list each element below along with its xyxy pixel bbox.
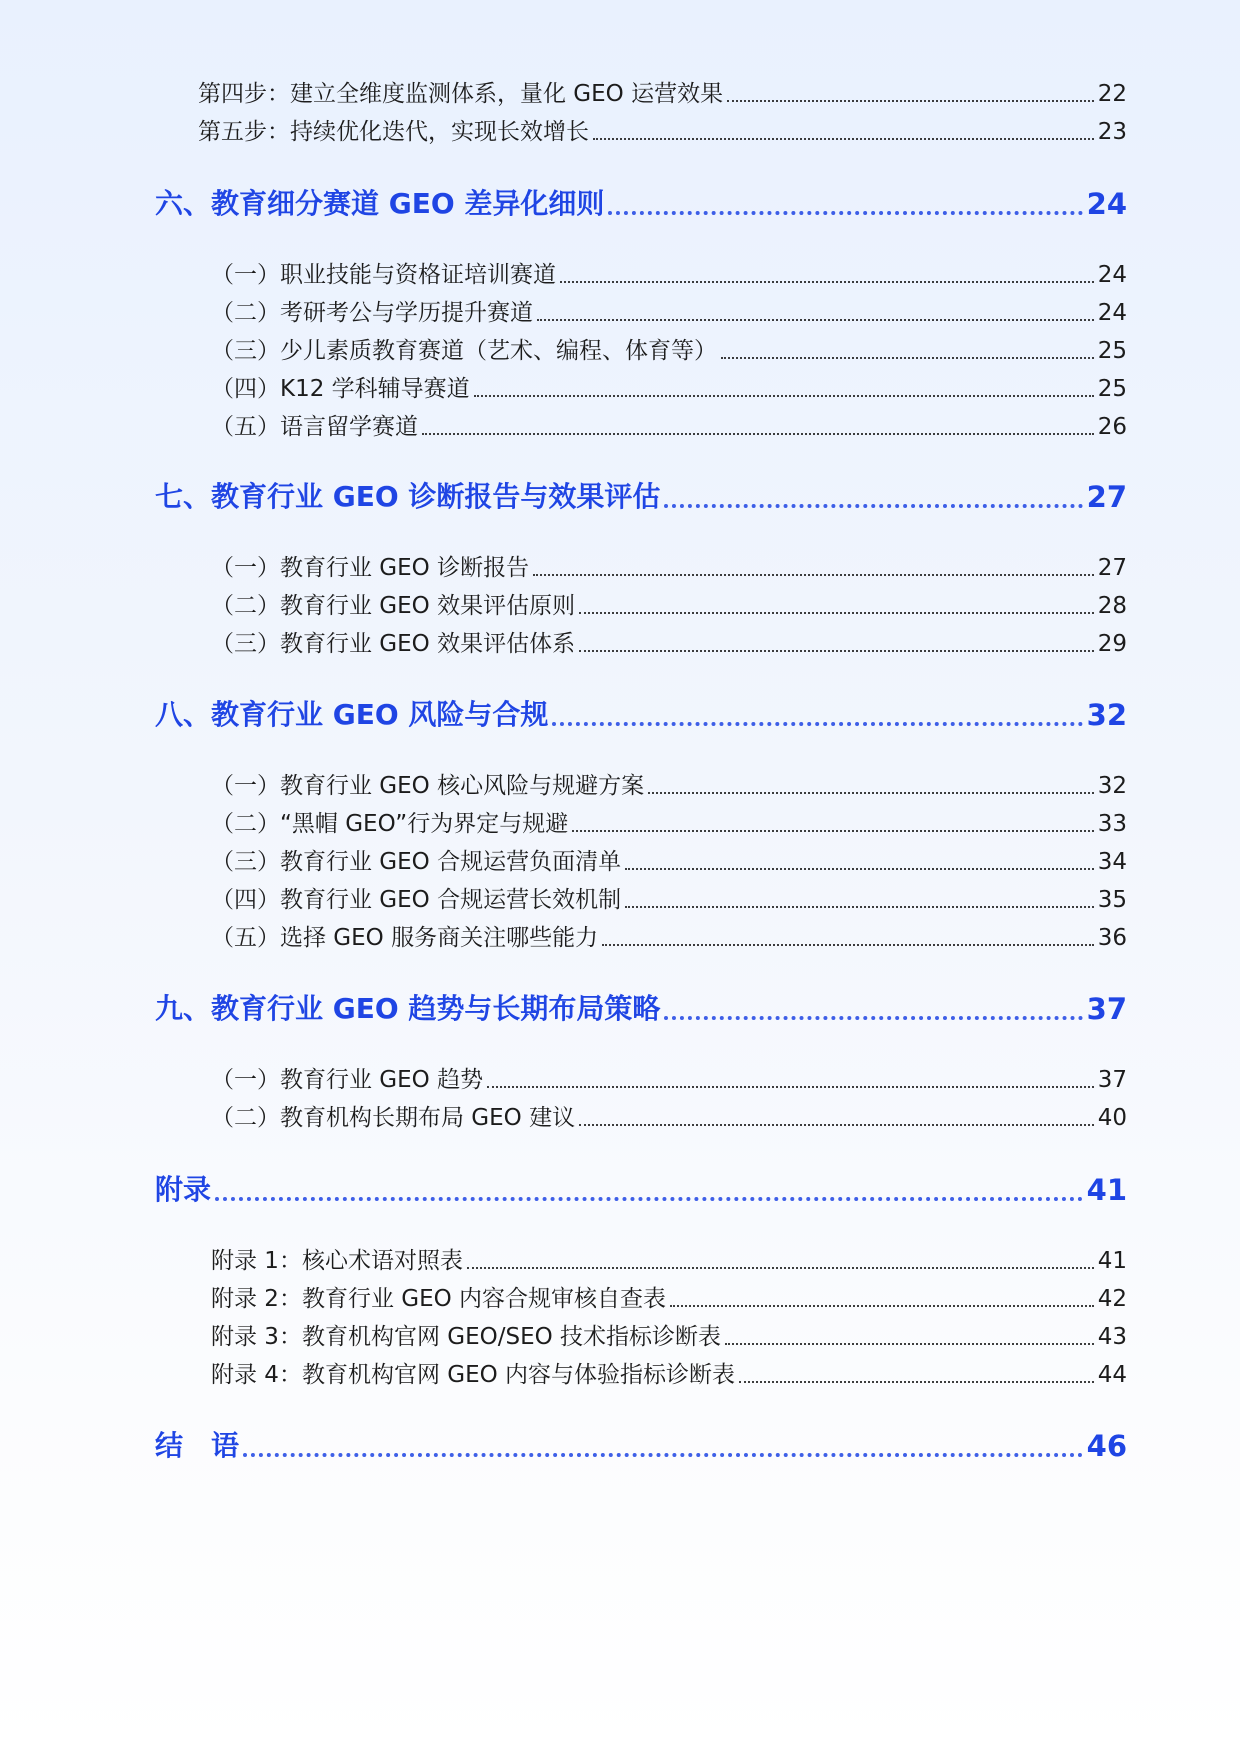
toc-entry-label: 附录 1：核心术语对照表 bbox=[211, 1248, 463, 1274]
toc-page-number: 41 bbox=[1097, 1248, 1127, 1274]
toc-entry[interactable] bbox=[211, 298, 1127, 328]
dot-leader bbox=[422, 433, 1094, 435]
toc-chapter-8[interactable] bbox=[155, 697, 1127, 733]
dot-leader bbox=[670, 1305, 1094, 1307]
dot-leader bbox=[533, 574, 1094, 576]
dot-leader bbox=[725, 1343, 1094, 1345]
toc-entry[interactable] bbox=[211, 1322, 1127, 1352]
toc-entry[interactable] bbox=[211, 847, 1127, 877]
toc-chapter-9[interactable] bbox=[155, 991, 1127, 1027]
dot-leader bbox=[467, 1267, 1094, 1269]
toc-entry-label: （二）“黑帽 GEO”行为界定与规避 bbox=[211, 811, 569, 837]
toc-page-number: 32 bbox=[1097, 773, 1127, 799]
toc-entry-step5[interactable] bbox=[198, 117, 1127, 147]
toc-entry[interactable] bbox=[211, 260, 1127, 290]
toc-entry-label: （二）教育机构长期布局 GEO 建议 bbox=[211, 1105, 576, 1131]
toc-entry-label: 附录 2：教育行业 GEO 内容合规审核自查表 bbox=[211, 1286, 667, 1312]
toc-entry-label: （三）教育行业 GEO 效果评估体系 bbox=[211, 631, 576, 657]
dot-leader bbox=[579, 650, 1094, 652]
dot-leader bbox=[648, 792, 1094, 794]
toc-entry-label: （五）选择 GEO 服务商关注哪些能力 bbox=[211, 925, 599, 951]
toc-entry-label: （四）K12 学科辅导赛道 bbox=[211, 376, 470, 402]
toc-entry[interactable] bbox=[211, 591, 1127, 621]
toc-entry[interactable] bbox=[211, 1103, 1127, 1133]
toc-chapter-6[interactable] bbox=[155, 186, 1127, 222]
toc-entry[interactable] bbox=[211, 374, 1127, 404]
toc-entry-label: 第四步：建立全维度监测体系，量化 GEO 运营效果 bbox=[198, 81, 724, 107]
dot-leader bbox=[579, 1124, 1094, 1126]
toc-page-number: 24 bbox=[1086, 187, 1127, 221]
dot-leader bbox=[243, 1453, 1083, 1457]
toc-page-number: 26 bbox=[1097, 414, 1127, 440]
toc-entry-label: （五）语言留学赛道 bbox=[211, 414, 418, 440]
dot-leader bbox=[215, 1197, 1083, 1201]
dot-leader bbox=[727, 100, 1094, 102]
dot-leader bbox=[608, 211, 1082, 215]
toc-entry[interactable] bbox=[211, 885, 1127, 915]
toc-page-number: 43 bbox=[1097, 1324, 1127, 1350]
toc-page-number: 29 bbox=[1097, 631, 1127, 657]
toc-entry-label: （一）教育行业 GEO 核心风险与规避方案 bbox=[211, 773, 645, 799]
dot-leader bbox=[625, 868, 1094, 870]
toc-page-number: 25 bbox=[1097, 338, 1127, 364]
toc-entry[interactable] bbox=[211, 629, 1127, 659]
toc-page-number: 27 bbox=[1097, 555, 1127, 581]
dot-leader bbox=[664, 504, 1082, 508]
toc-page-number: 37 bbox=[1097, 1067, 1127, 1093]
toc-page-number: 40 bbox=[1097, 1105, 1127, 1131]
toc-page-number: 23 bbox=[1097, 119, 1127, 145]
toc-entry-label: 第五步：持续优化迭代，实现长效增长 bbox=[198, 119, 589, 145]
toc-entry-step4[interactable] bbox=[198, 79, 1127, 109]
toc-page-number: 42 bbox=[1097, 1286, 1127, 1312]
toc-entry-label: （二）考研考公与学历提升赛道 bbox=[211, 300, 533, 326]
dot-leader bbox=[572, 830, 1094, 832]
dot-leader bbox=[721, 357, 1094, 359]
toc-page-number: 44 bbox=[1097, 1362, 1127, 1388]
toc-page-number: 32 bbox=[1086, 698, 1127, 732]
toc-chapter-conclusion[interactable] bbox=[155, 1428, 1127, 1464]
toc-chapter-label: 附录 bbox=[155, 1173, 212, 1206]
toc-page-number: 41 bbox=[1086, 1173, 1127, 1207]
dot-leader bbox=[474, 395, 1094, 397]
dot-leader bbox=[664, 1016, 1082, 1020]
toc-entry-label: （三）教育行业 GEO 合规运营负面清单 bbox=[211, 849, 622, 875]
toc-entry-label: 附录 3：教育机构官网 GEO/SEO 技术指标诊断表 bbox=[211, 1324, 722, 1350]
toc-page-number: 27 bbox=[1086, 480, 1127, 514]
toc-chapter-label: 结 语 bbox=[155, 1429, 240, 1462]
dot-leader bbox=[602, 944, 1094, 946]
dot-leader bbox=[739, 1381, 1094, 1383]
toc-entry[interactable] bbox=[211, 336, 1127, 366]
toc-chapter-7[interactable] bbox=[155, 479, 1127, 515]
toc-page-number: 36 bbox=[1097, 925, 1127, 951]
toc-page-number: 35 bbox=[1097, 887, 1127, 913]
dot-leader bbox=[593, 138, 1094, 140]
toc-entry-label: 附录 4：教育机构官网 GEO 内容与体验指标诊断表 bbox=[211, 1362, 736, 1388]
toc-entry-label: （一）教育行业 GEO 诊断报告 bbox=[211, 555, 530, 581]
toc-chapter-appendix[interactable] bbox=[155, 1172, 1127, 1208]
toc-entry-label: （二）教育行业 GEO 效果评估原则 bbox=[211, 593, 576, 619]
dot-leader bbox=[487, 1086, 1094, 1088]
dot-leader bbox=[579, 612, 1094, 614]
toc-page-number: 28 bbox=[1097, 593, 1127, 619]
toc-page-number: 37 bbox=[1086, 992, 1127, 1026]
toc-entry[interactable] bbox=[211, 809, 1127, 839]
toc-entry-label: （三）少儿素质教育赛道（艺术、编程、体育等） bbox=[211, 338, 717, 364]
dot-leader bbox=[560, 281, 1094, 283]
toc-chapter-label: 六、教育细分赛道 GEO 差异化细则 bbox=[155, 187, 605, 220]
toc-entry[interactable] bbox=[211, 1246, 1127, 1276]
dot-leader bbox=[537, 319, 1094, 321]
toc-entry[interactable] bbox=[211, 1065, 1127, 1095]
toc-entry-label: （一）教育行业 GEO 趋势 bbox=[211, 1067, 484, 1093]
toc-entry-label: （一）职业技能与资格证培训赛道 bbox=[211, 262, 556, 288]
toc-page-number: 34 bbox=[1097, 849, 1127, 875]
toc-entry[interactable] bbox=[211, 1360, 1127, 1390]
toc-page-number: 46 bbox=[1086, 1429, 1127, 1463]
dot-leader bbox=[552, 722, 1082, 726]
toc-entry[interactable] bbox=[211, 553, 1127, 583]
dot-leader bbox=[625, 906, 1094, 908]
toc-chapter-label: 八、教育行业 GEO 风险与合规 bbox=[155, 698, 549, 731]
toc-page-number: 22 bbox=[1097, 81, 1127, 107]
toc-entry-label: （四）教育行业 GEO 合规运营长效机制 bbox=[211, 887, 622, 913]
toc-entry[interactable] bbox=[211, 412, 1127, 442]
toc-page-number: 24 bbox=[1097, 262, 1127, 288]
toc-page-number: 33 bbox=[1097, 811, 1127, 837]
toc-chapter-label: 七、教育行业 GEO 诊断报告与效果评估 bbox=[155, 480, 661, 513]
toc-page-number: 25 bbox=[1097, 376, 1127, 402]
toc-chapter-label: 九、教育行业 GEO 趋势与长期布局策略 bbox=[155, 992, 661, 1025]
toc-page-number: 24 bbox=[1097, 300, 1127, 326]
toc-entry[interactable] bbox=[211, 923, 1127, 953]
toc-entry[interactable] bbox=[211, 771, 1127, 801]
toc-entry[interactable] bbox=[211, 1284, 1127, 1314]
